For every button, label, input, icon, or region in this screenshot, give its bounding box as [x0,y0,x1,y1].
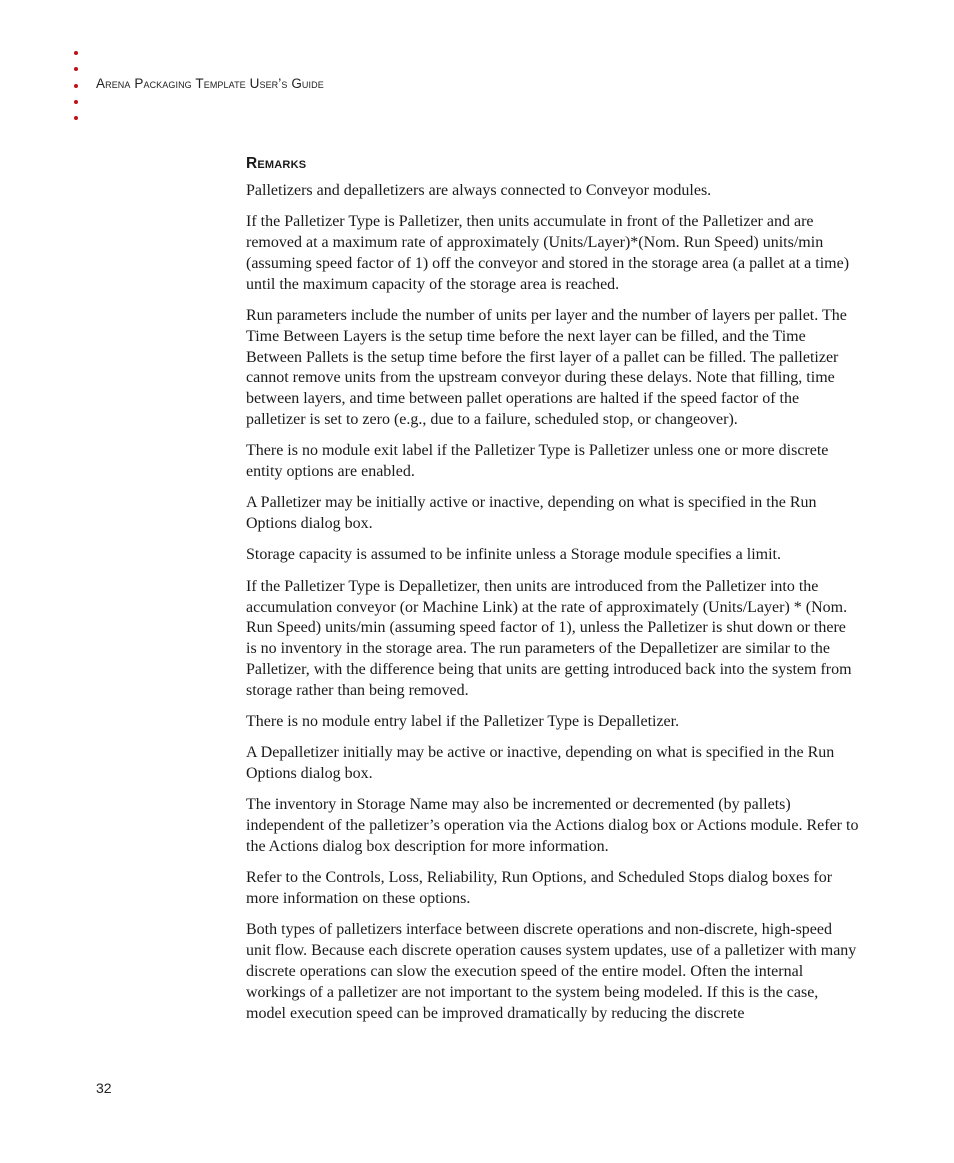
paragraph: A Depalletizer initially may be active or inactive, depending on what is specified in the Run Options dialog box. [246,744,835,783]
bullet-icon [74,84,78,88]
page-number: 32 [96,1080,112,1096]
main-content [246,155,860,1035]
bullet-icon [74,116,78,120]
paragraph: The inventory in Storage Name may also be incremented or decremented (by pallets) independent of the palletizer’s operation via the Actions dialog box or Actions module. Refer to the Actions dialog box description for more information. [246,796,859,856]
paragraph: There is no module exit label if the Palletizer Type is Palletizer unless one or more discrete entity options are enabled. [246,442,829,481]
paragraph: Refer to the Controls, Loss, Reliability, Run Options, and Scheduled Stops dialog boxes for more information on these options. [246,869,833,908]
paragraph: If the Palletizer Type is Depalletizer, then units are introduced from the Palletizer into the accumulation conveyor (or Machine Link) at the rate of approximately (Units/Layer) * (Nom. Run Speed) units/min (assuming speed factor of 1), unless the Palletizer is shut down or there is no inventory in the storage area. The run parameters of the Depalletizer are similar to the Palletizer, with the difference being that units are getting introduced back into the system from storage rather than being removed. [246,577,852,699]
running-header: Arena Packaging Template User’s Guide [96,76,324,91]
bullet-icon [74,67,78,71]
paragraph: Palletizers and depalletizers are always connected to Conveyor modules. [246,182,712,199]
paragraph: If the Palletizer Type is Palletizer, then units accumulate in front of the Palletizer and are removed at a maximum rate of approximately (Units/Layer)*(Nom. Run Speed) units/min (assuming speed factor of 1) off the conveyor and stored in the storage area (a pallet at a time) until the maximum capacity of the storage area is reached. [246,213,850,293]
paragraph: Storage capacity is assumed to be infinite unless a Storage module specifies a limit. [246,546,781,564]
paragraph: A Palletizer may be initially active or inactive, depending on what is specified in the Run Options dialog box. [246,494,817,533]
bullet-icon [74,100,78,104]
section-heading: Remarks [246,155,307,172]
paragraph: Run parameters include the number of units per layer and the number of layers per pallet. The Time Between Layers is the setup time before the next layer can be filled, and the Time Between Pallets is the setup time before the first layer of a pallet can be filled. The palletizer cannot remove units from the upstream conveyor during these delays. Note that filling, time between layers, and time between pallet operations are halted if the speed factor of the palletizer is set to zero (e.g., due to a failure, scheduled stop, or changeover). [246,306,847,428]
bullet-icon [74,51,78,55]
paragraph: Both types of palletizers interface between discrete operations and non-discrete, high-speed unit flow. Because each discrete operation causes system updates, use of a palletizer with many discrete operations can slow the execution speed of the entire model. Often the internal workings of a palletizer are not important to the system being modeled. If this is the case, model execution speed can be improved dramatically by reducing the discrete [246,921,857,1022]
paragraph: There is no module entry label if the Palletizer Type is Depalletizer. [246,713,680,731]
